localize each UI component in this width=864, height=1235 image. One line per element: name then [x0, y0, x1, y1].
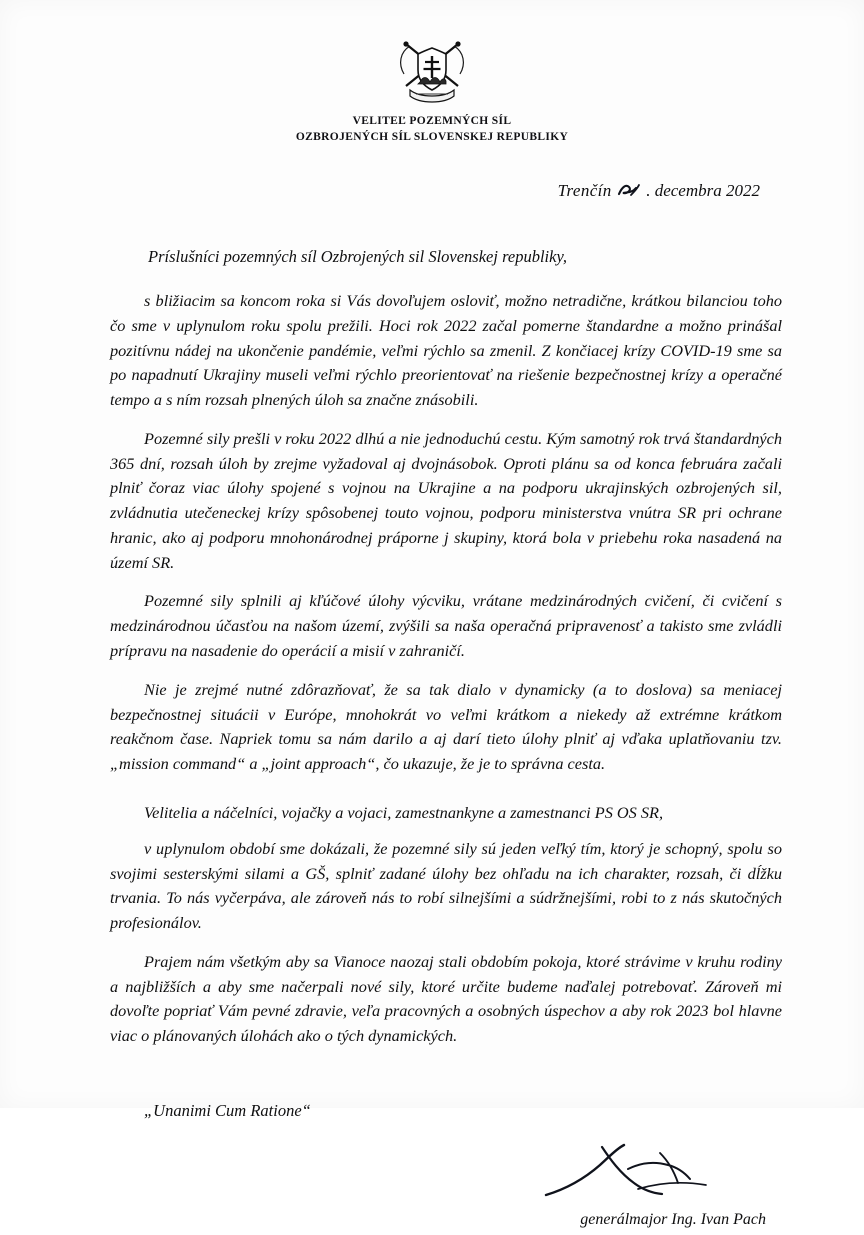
paragraph: Prajem nám všetkým aby sa Vianoce naozaj stali obdobím pokoja, ktoré strávime v kruhu rodiny a najbližších a aby sme načerpali nové sily, ktoré určite budeme naďalej potrebovať. Zároveň mi dovoľte popriať Vám pevné zdravie, veľa pracovných a osobných úspechov a aby rok 2023 bol hlavne viac o plánovaných úlohách ako o tých dynamických. — [110, 951, 782, 1046]
signature-area — [72, 1139, 792, 1235]
paragraph: Pozemné sily splnili aj kľúčové úlohy výcviku, vrátane medzinárodných cvičení, či cvičení s medzinárodnou účasťou na našom území, zvýšili sa naša operačná pripravenosť a takisto sme zvládli prípravu na nasadenie do operácií a misií v zahraničí. — [110, 591, 782, 660]
letterhead-titles — [296, 114, 568, 145]
place-city: Trenčín — [557, 181, 612, 201]
paragraph: Pozemné sily prešli v roku 2022 dlhú a nie jednoduchú cestu. Kým samotný rok trvá štandardných 365 dní, rozsah úloh by zrejme vyžadoval aj dvojnásobok. Oproti plánu sa od konca februára začali plniť čoraz viac úlohy spojené s vojnou na Ukrajine a na podporu ukrajinských ozbrojených sil, zvládnutia utečeneckej krízy spôsobenej touto vojnou, podporu ministerstva vnútra SR pri ochrane hranic, ako aj podporu mnohonárodnej práporne j skupiny, ktorá bola v priebehu roka nasadená na území SR. — [110, 428, 782, 572]
letter-body-2 — [72, 837, 792, 1049]
handwritten-day-number-icon — [616, 181, 642, 199]
slovak-armed-forces-land-forces-emblem — [390, 34, 474, 108]
letter-body — [72, 289, 792, 777]
letterhead — [72, 0, 792, 145]
letterhead-line-2: OZBROJENÝCH SÍL SLOVENSKEJ REPUBLIKY — [295, 130, 569, 143]
signer-name: generálmajor Ing. Ivan Pach — [580, 1210, 766, 1228]
handwritten-signature-icon — [542, 1139, 712, 1201]
paragraph: v uplynulom období sme dokázali, že pozemné sily sú jeden veľký tím, ktorý je schopný, spolu so svojimi sesterskými silami a GŠ, splniť zadané úlohy bez ohľadu na ich charakter, rozsah, či dĺžku trvania. To nás vyčerpáva, ale zároveň nás to robí silnejšími a súdržnejšími, robi to z nás skutočných profesionálov. — [110, 838, 782, 933]
salutation-1: Príslušníci pozemných síl Ozbrojených sil Slovenskej republiky, — [148, 247, 567, 267]
salutation-2: Velitelia a náčelníci, vojačky a vojaci, zamestnankyne a zamestnanci PS OS SR, — [144, 802, 664, 822]
place-and-date — [72, 181, 792, 201]
place-date-rest: . decembra 2022 — [646, 181, 760, 201]
paragraph: Nie je zrejmé nutné zdôrazňovať, že sa tak dialo v dynamicky (a to doslova) sa meniacej bezpečnostnej situácii v Európe, mnohokrát vo veľmi krátkom a niekedy až extrémne krátkom reakčnom čase. Napriek tomu sa nám darilo a aj darí tieto úlohy plniť aj vďaka uplatňovaniu tzv. „mission command“ a „joint approach“, čo ukazuje, že je to správna cesta. — [110, 679, 782, 774]
letterhead-line-1: VELITEĽ POZEMNÝCH SÍL — [352, 115, 512, 127]
paragraph: s bližiacim sa koncom roka si Vás dovoľujem osloviť, možno netradične, krátkou bilanciou toho čo sme v uplynulom roku spolu prežili. Hoci rok 2022 začal pomerne štandardne a možno prinášal pozitívnu nádej na ukončenie pandémie, veľmi rýchlo sa zmenil. Z končiacej krízy COVID-19 sme sa po napadnutí Ukrajiny museli veľmi rýchlo preorientovať na riešenie bezpečnostnej krízy a operačné tempo a s ním rozsah plnených úloh sa značne znásobili. — [110, 291, 782, 410]
closing-motto: „Unanimi Cum Ratione“ — [144, 1100, 311, 1120]
